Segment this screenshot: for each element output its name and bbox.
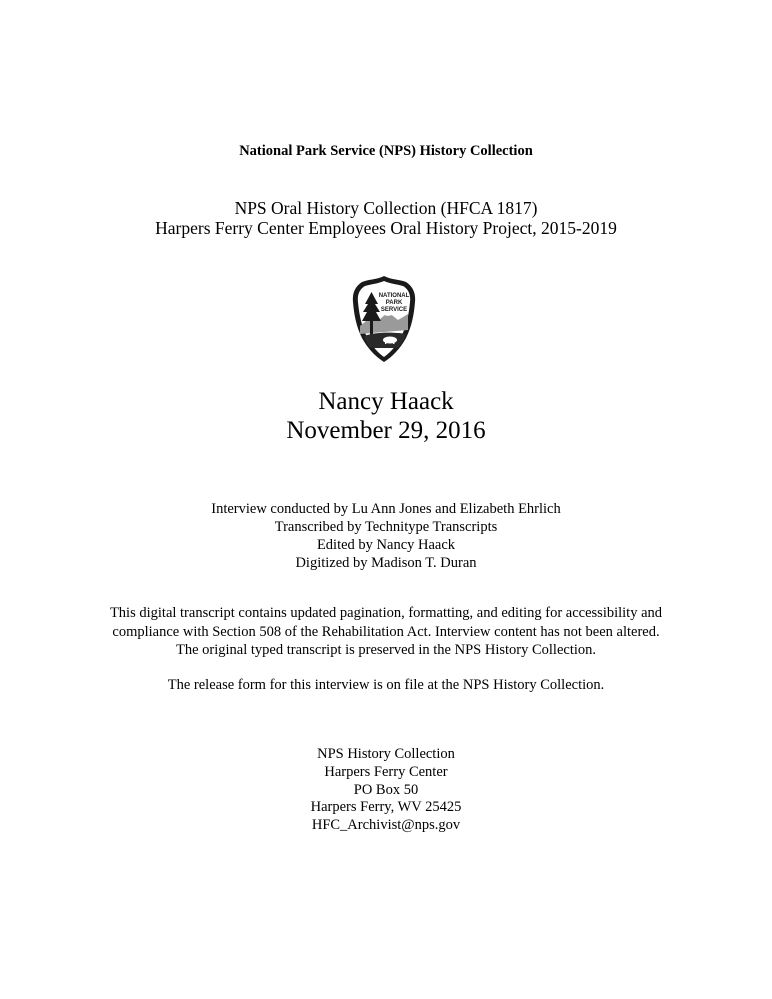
editor-credit: Edited by Nancy Haack — [316, 537, 456, 553]
release-form-note: The release form for this interview is on file at the NPS History Collection. — [167, 677, 605, 693]
svg-text:NATIONAL: NATIONAL — [378, 293, 410, 299]
address-email: HFC_Archivist@nps.gov — [311, 817, 461, 833]
svg-text:SERVICE: SERVICE — [380, 307, 408, 313]
svg-text:PARK: PARK — [385, 300, 403, 306]
transcriber-credit: Transcribed by Technitype Transcripts — [274, 519, 498, 535]
notice-line-1: This digital transcript contains updated pagination, formatting, and editing for accessibility and — [109, 605, 663, 621]
project-title: Harpers Ferry Center Employees Oral History Project, 2015-2019 — [155, 218, 617, 238]
address-po-box: PO Box 50 — [353, 782, 419, 798]
nps-arrowhead-icon — [346, 274, 422, 364]
collection-header: National Park Service (NPS) History Collection — [239, 143, 533, 159]
address-city-state-zip: Harpers Ferry, WV 25425 — [310, 799, 462, 815]
notice-line-2: compliance with Section 508 of the Rehabilitation Act. Interview content has not been altered. — [112, 624, 660, 640]
interviewee-name: Nancy Haack — [318, 388, 454, 415]
oral-history-collection-title: NPS Oral History Collection (HFCA 1817) — [234, 198, 538, 218]
notice-line-3: The original typed transcript is preserved in the NPS History Collection. — [175, 642, 597, 658]
interview-date: November 29, 2016 — [286, 417, 486, 444]
address-organization: NPS History Collection — [317, 746, 455, 762]
address-center: Harpers Ferry Center — [324, 764, 448, 780]
interviewers-credit: Interview conducted by Lu Ann Jones and Elizabeth Ehrlich — [211, 501, 561, 517]
digitizer-credit: Digitized by Madison T. Duran — [295, 555, 477, 571]
